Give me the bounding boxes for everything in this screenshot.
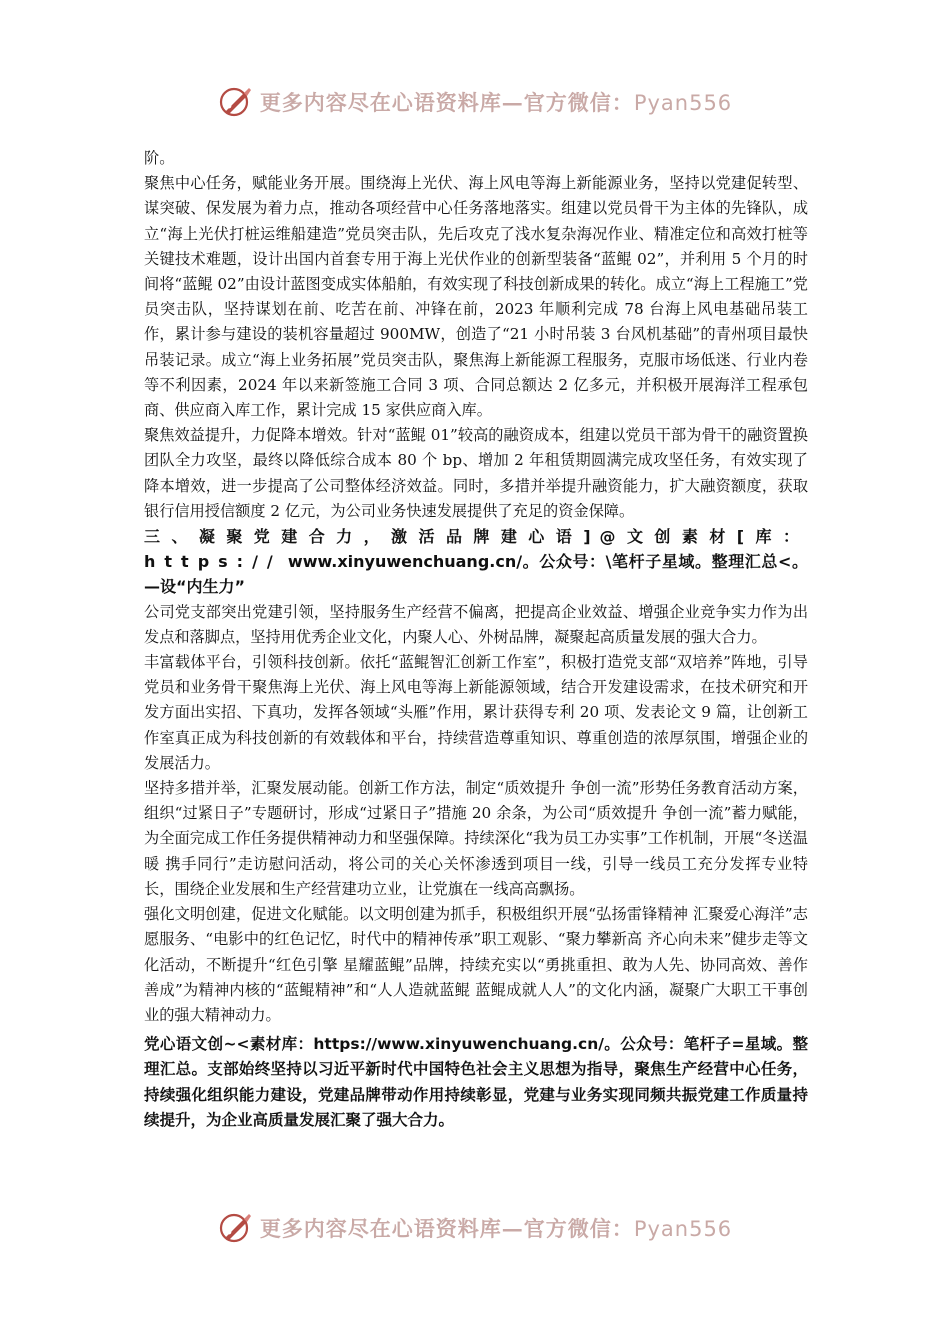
paragraph: 丰富载体平台，引领科技创新。依托“蓝鲲智汇创新工作室”，积极打造党支部“双培养”阵地，引导党员和业务骨干聚焦海上光伏、海上风电等海上新能源领域，结合开发建设需求，在技术研究和开发方面出实招、下真功，发挥各领域“头雁”作用，累计获得专利 20 项、发表论文 9 篇，让创新工作室真正成为科技创新的有效载体和平台，持续营造尊重知识、尊重创造的浓厚氛围，增强企业的发展活力。 [144, 653, 808, 772]
paragraph: 公司党支部突出党建引领，坚持服务生产经营不偏离，把提高企业效益、增强企业竞争实力作为出发点和落脚点，坚持用优秀企业文化，内聚人心、外树品牌，凝聚起高质量发展的强大合力。 [144, 602, 808, 646]
paragraph: 强化文明创建，促进文化赋能。以文明创建为抓手，积极组织开展“弘扬雷锋精神 汇聚爱心海洋”志愿服务、“电影中的红色记忆，时代中的精神传承”职工观影、“聚力攀新高 齐心向未来”健步走等文化活动，不断提升“红色引擎 星耀蓝鲲”品牌，持续充实以“勇挑重担、敢为人先、协同高效、善作善成”为精神内核的“蓝鲲精神”和“人人造就蓝鲲 蓝鲲成就人人”的文化内涵，凝聚广大职工干事创业的强大精神动力。 [144, 905, 808, 1024]
footer-banner [0, 1208, 950, 1248]
pen-logo-icon [218, 84, 254, 120]
paragraph: 阶。 [144, 149, 175, 167]
paragraph: 坚持多措并举，汇聚发展动能。创新工作方法，制定“质效提升 争创一流”形势任务教育活动方案，组织“过紧日子”专题研讨，形成“过紧日子”措施 20 余条，为公司“质效提升 争创一流”蓄力赋能，为全面完成工作任务提供精神动力和坚强保障。持续深化“我为员工办实事”工作机制，开展“冬送温暖 携手同行”走访慰问活动，将公司的关心关怀渗透到项目一线，引导一线员工充分发挥专业特长，围绕企业发展和生产经营建功立业，让党旗在一线高高飘扬。 [144, 779, 808, 898]
pen-logo-icon [218, 1210, 254, 1246]
section-heading: 三、凝聚党建合力，激活品牌建心语]@文创素材[库：https:// www.xinyuwenchuang.cn/。公众号：\笔杆子星域。整理汇总<。—设“内生力” [144, 527, 808, 597]
paragraph: 聚焦中心任务，赋能业务开展。围绕海上光伏、海上风电等海上新能源业务，坚持以党建促转型、谋突破、保发展为着力点，推动各项经营中心任务落地落实。组建以党员骨干为主体的先锋队，成立“海上光伏打桩运维船建造”党员突击队，先后攻克了浅水复杂海况作业、精准定位和高效打桩等关键技术难题，设计出国内首套专用于海上光伏作业的创新型装备“蓝鲲 02”，并利用 5 个月的时间将“蓝鲲 02”由设计蓝图变成实体船舶，有效实现了科技创新成果的转化。成立“海上工程施工”党员突击队，坚持谋划在前、吃苦在前、冲锋在前，2023 年顺利完成 78 台海上风电基础吊装工作，累计参与建设的装机容量超过 900MW，创造了“21 小时吊装 3 台风机基础”的青州项目最快吊装记录。成立“海上业务拓展”党员突击队，聚焦海上新能源工程服务，克服市场低迷、行业内卷等不利因素，2024 年以来新签施工合同 3 项、合同总额达 2 亿多元，并积极开展海洋工程承包商、供应商入库工作，累计完成 15 家供应商入库。 [144, 174, 808, 420]
document-body [144, 146, 808, 1133]
paragraph: 聚焦效益提升，力促降本增效。针对“蓝鲲 01”较高的融资成本，组建以党员干部为骨干的融资置换团队全力攻坚，最终以降低综合成本 80 个 bp、增加 2 年租赁期圆满完成攻坚任务，有效实现了降本增效，进一步提高了公司整体经济效益。同时，多措并举提升融资能力，扩大融资额度，获取银行信用授信额度 2 亿元，为公司业务快速发展提供了充足的资金保障。 [144, 426, 808, 520]
header-banner [0, 82, 950, 122]
closing-paragraph: 党心语文创~<素材库：https://www.xinyuwenchuang.cn/。公众号：笔杆子=星域。整理汇总。支部始终坚持以习近平新时代中国特色社会主义思想为指导，聚焦生产经营中心任务，持续强化组织能力建设，党建品牌带动作用持续彰显，党建与业务实现同频共振党建工作质量持续提升，为企业高质量发展汇聚了强大合力。 [144, 1035, 808, 1129]
banner-text: 更多内容尽在心语资料库—官方微信：Pyan556 [259, 1216, 733, 1241]
banner-text: 更多内容尽在心语资料库—官方微信：Pyan556 [259, 90, 733, 115]
